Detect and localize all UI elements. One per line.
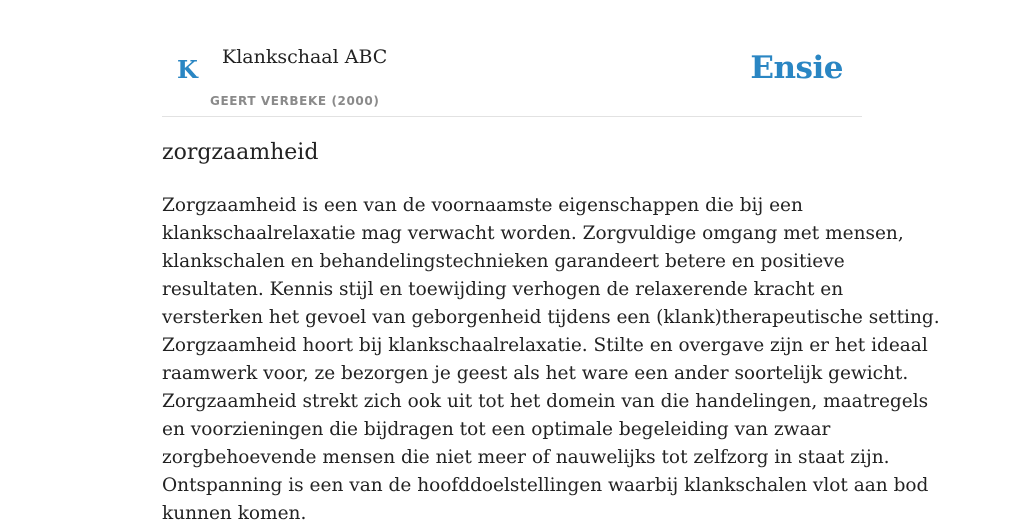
entry-body <box>162 192 940 528</box>
book-author: GEERT VERBEKE (2000) <box>210 94 380 108</box>
entry-body-line: Zorgzaamheid strekt zich ook uit tot het domein van die handelingen, maatregels <box>162 391 929 412</box>
entry-title: zorgzaamheid <box>162 140 319 165</box>
page <box>162 0 940 524</box>
header <box>162 0 862 117</box>
entry-body-line: kunnen komen. <box>162 503 307 524</box>
book-title[interactable]: Klankschaal ABC <box>222 46 388 68</box>
entry-body-line: versterken het gevoel van geborgenheid tijdens een (klank)therapeutische setting. <box>162 307 940 328</box>
ensie-logo-link[interactable]: Ensie <box>750 50 843 86</box>
entry-body-line: en voorzieningen die bijdragen tot een optimale begeleiding van zwaar <box>162 419 831 440</box>
entry-body-line: klankschaalrelaxatie mag verwacht worden. Zorgvuldige omgang met mensen, <box>162 223 904 244</box>
entry-body-line: Ontspanning is een van de hoofddoelstellingen waarbij klankschalen vlot aan bod <box>162 475 929 496</box>
entry-body-line: Zorgzaamheid is een van de voornaamste eigenschappen die bij een <box>162 195 803 216</box>
entry-body-line: klankschalen en behandelingstechnieken garandeert betere en positieve <box>162 251 845 272</box>
entry-body-line: raamwerk voor, ze bezorgen je geest als het ware een ander soortelijk gewicht. <box>162 363 909 384</box>
book-logo[interactable]: K <box>177 55 198 84</box>
entry-body-line: Zorgzaamheid hoort bij klankschaalrelaxatie. Stilte en overgave zijn er het ideaal <box>162 335 928 356</box>
entry-body-line: resultaten. Kennis stijl en toewijding verhogen de relaxerende kracht en <box>162 279 844 300</box>
entry-body-line: zorgbehoevende mensen die niet meer of nauwelijks tot zelfzorg in staat zijn. <box>162 447 890 468</box>
